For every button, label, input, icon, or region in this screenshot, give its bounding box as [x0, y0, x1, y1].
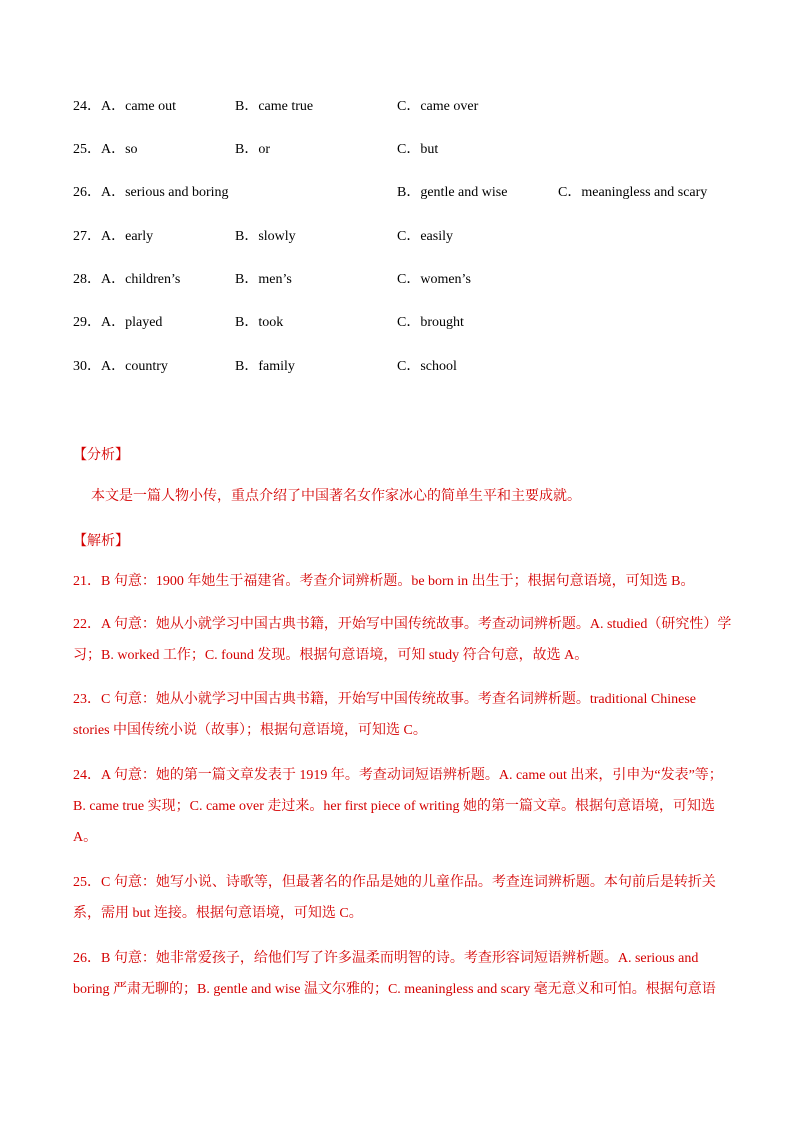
question-row	[73, 96, 773, 118]
explanation-heading: 【解析】	[73, 534, 129, 549]
question-row	[73, 356, 773, 378]
explanation-item: 23．C 句意：她从小就学习中国古典书籍，开始写中国传统故事。考查名词辨析题。traditional Chinese stories 中国传统小说（故事）；根据句意语境，可知选 C。	[73, 692, 696, 738]
explanation-item: 24．A 句意：她的第一篇文章发表于 1919 年。考查动词短语辨析题。A. came out 出来，引申为“发表”等；B. came true 实现；C. came over 走过来。her first piece of writing 她的第一篇文章。根据句意语境，可知选 A。	[73, 768, 723, 845]
option-c: C．meaningless and scary	[558, 185, 708, 200]
analysis-text: 本文是一篇人物小传，重点介绍了中国著名女作家冰心的简单生平和主要成就。	[91, 489, 581, 504]
question-number: 27．	[73, 229, 101, 244]
option-a: A．came out	[101, 99, 177, 114]
question-row	[73, 226, 773, 248]
option-a: A．played	[101, 315, 163, 330]
option-b: B．gentle and wise	[397, 185, 508, 200]
option-a: A．early	[101, 229, 154, 244]
option-b: B．took	[235, 315, 284, 330]
option-a: A．country	[101, 359, 168, 374]
option-c: C．brought	[397, 315, 464, 330]
question-row	[73, 139, 773, 161]
analysis-heading: 【分析】	[73, 448, 129, 463]
option-b: B．family	[235, 359, 295, 374]
question-number: 30．	[73, 359, 101, 374]
option-c: C．came over	[397, 99, 479, 114]
option-c: C．school	[397, 359, 457, 374]
option-c: C．easily	[397, 229, 453, 244]
explanation-item: 25．C 句意：她写小说、诗歌等，但最著名的作品是她的儿童作品。考查连词辨析题。本句前后是转折关系，需用 but 连接。根据句意语境，可知选 C。	[73, 875, 716, 921]
explanation-item: 22．A 句意：她从小就学习中国古典书籍，开始写中国传统故事。考查动词辨析题。A. studied（研究性）学习；B. worked 工作；C. found 发现。根据句意语境，可知 study 符合句意，故选 A。	[73, 617, 732, 663]
question-row	[73, 182, 773, 204]
question-row	[73, 312, 773, 334]
option-b: B．came true	[235, 99, 314, 114]
option-b: B．or	[235, 142, 270, 157]
option-b: B．slowly	[235, 229, 296, 244]
option-b: B．men’s	[235, 272, 292, 287]
option-a: A．so	[101, 142, 138, 157]
question-number: 28．	[73, 272, 101, 287]
question-number: 29．	[73, 315, 101, 330]
explanation-item: 26．B 句意：她非常爱孩子，给他们写了许多温柔而明智的诗。考查形容词短语辨析题。A. serious and boring 严肃无聊的；B. gentle and wise 温文尔雅的；C. meaningless and scary 毫无意义和可怕。根据句意语	[73, 951, 716, 997]
option-a: A．children’s	[101, 272, 181, 287]
option-c: C．women’s	[397, 272, 471, 287]
option-c: C．but	[397, 142, 439, 157]
question-number: 25．	[73, 142, 101, 157]
question-number: 26．	[73, 185, 101, 200]
question-row	[73, 269, 773, 291]
option-a: A．serious and boring	[101, 185, 229, 200]
explanation-item: 21．B 句意：1900 年她生于福建省。考查介词辨析题。be born in 出生于；根据句意语境，可知选 B。	[73, 574, 695, 589]
question-number: 24．	[73, 99, 101, 114]
